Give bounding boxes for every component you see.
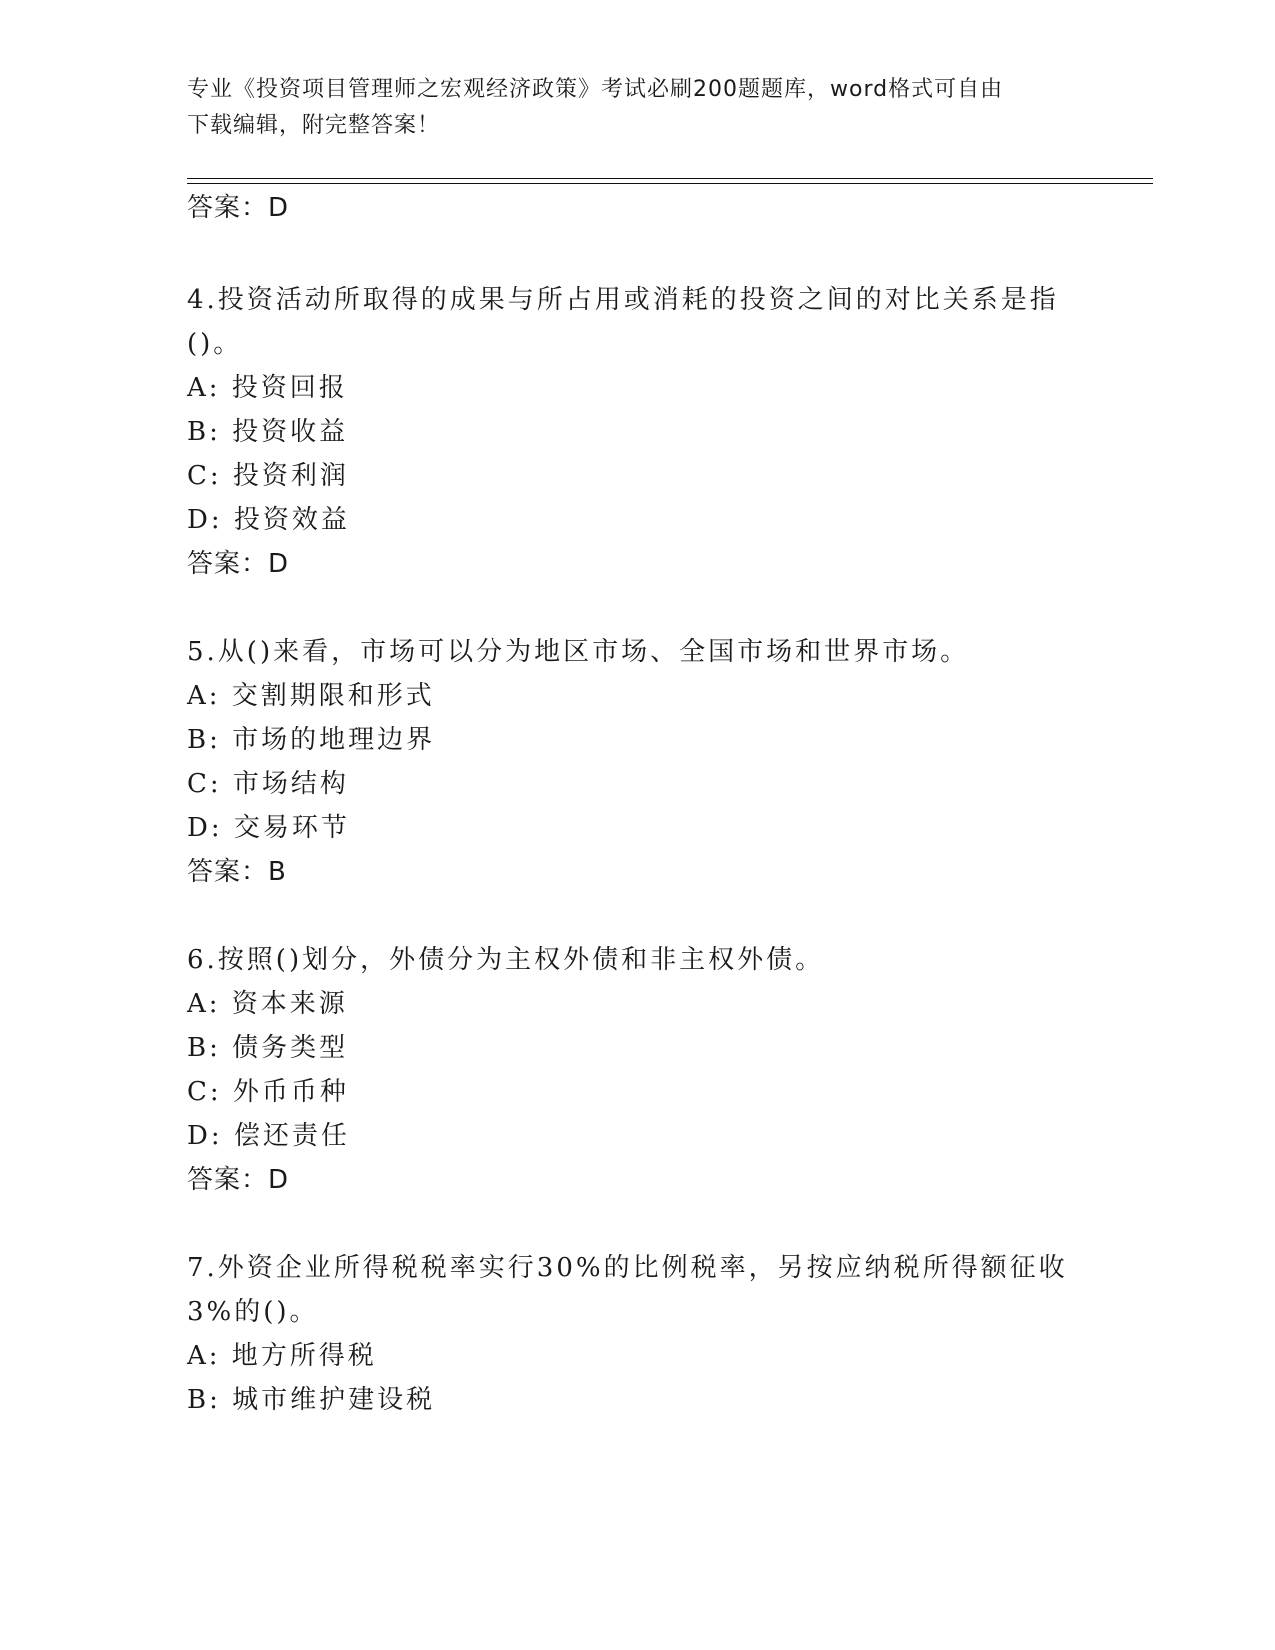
header-line-1: 专业《投资项目管理师之宏观经济政策》考试必刷200题题库，word格式可自由 bbox=[187, 77, 1004, 102]
question-5-option-b: B: 市场的地理边界 bbox=[187, 725, 436, 755]
question-6-option-d: D: 偿还责任 bbox=[187, 1121, 350, 1151]
question-4-option-a: A: 投资回报 bbox=[187, 373, 348, 403]
question-6-option-b: B: 债务类型 bbox=[187, 1033, 349, 1063]
question-4-answer: 答案：D bbox=[187, 549, 290, 579]
question-7-option-b: B: 城市维护建设税 bbox=[187, 1385, 436, 1415]
question-5-answer: 答案：B bbox=[187, 857, 287, 887]
header-divider-top bbox=[187, 178, 1153, 179]
question-7-stem-line-2: 3%的()。 bbox=[187, 1297, 319, 1327]
question-4-option-d: D: 投资效益 bbox=[187, 505, 350, 535]
question-4-option-b: B: 投资收益 bbox=[187, 417, 349, 447]
question-7-option-a: A: 地方所得税 bbox=[187, 1341, 377, 1371]
question-4-stem-line-1: 4.投资活动所取得的成果与所占用或消耗的投资之间的对比关系是指 bbox=[187, 285, 1059, 315]
question-5-option-d: D: 交易环节 bbox=[187, 813, 350, 843]
question-5-option-c: C: 市场结构 bbox=[187, 769, 349, 799]
question-6-answer: 答案：D bbox=[187, 1165, 290, 1195]
question-5-option-a: A: 交割期限和形式 bbox=[187, 681, 435, 711]
question-4-option-c: C: 投资利润 bbox=[187, 461, 349, 491]
header-line-2: 下载编辑，附完整答案！ bbox=[187, 113, 441, 138]
question-6-option-a: A: 资本来源 bbox=[187, 989, 348, 1019]
question-6-stem-line-1: 6.按照()划分，外债分为主权外债和非主权外债。 bbox=[187, 945, 825, 975]
question-6-option-c: C: 外币币种 bbox=[187, 1077, 349, 1107]
question-5-stem-line-1: 5.从()来看，市场可以分为地区市场、全国市场和世界市场。 bbox=[187, 637, 970, 667]
document-header bbox=[187, 72, 1067, 144]
previous-answer: 答案：D bbox=[187, 193, 290, 223]
question-4-stem-line-2: ()。 bbox=[187, 329, 243, 359]
header-divider-bottom bbox=[187, 183, 1153, 184]
question-7-stem-line-1: 7.外资企业所得税税率实行30%的比例税率，另按应纳税所得额征收 bbox=[187, 1253, 1068, 1283]
